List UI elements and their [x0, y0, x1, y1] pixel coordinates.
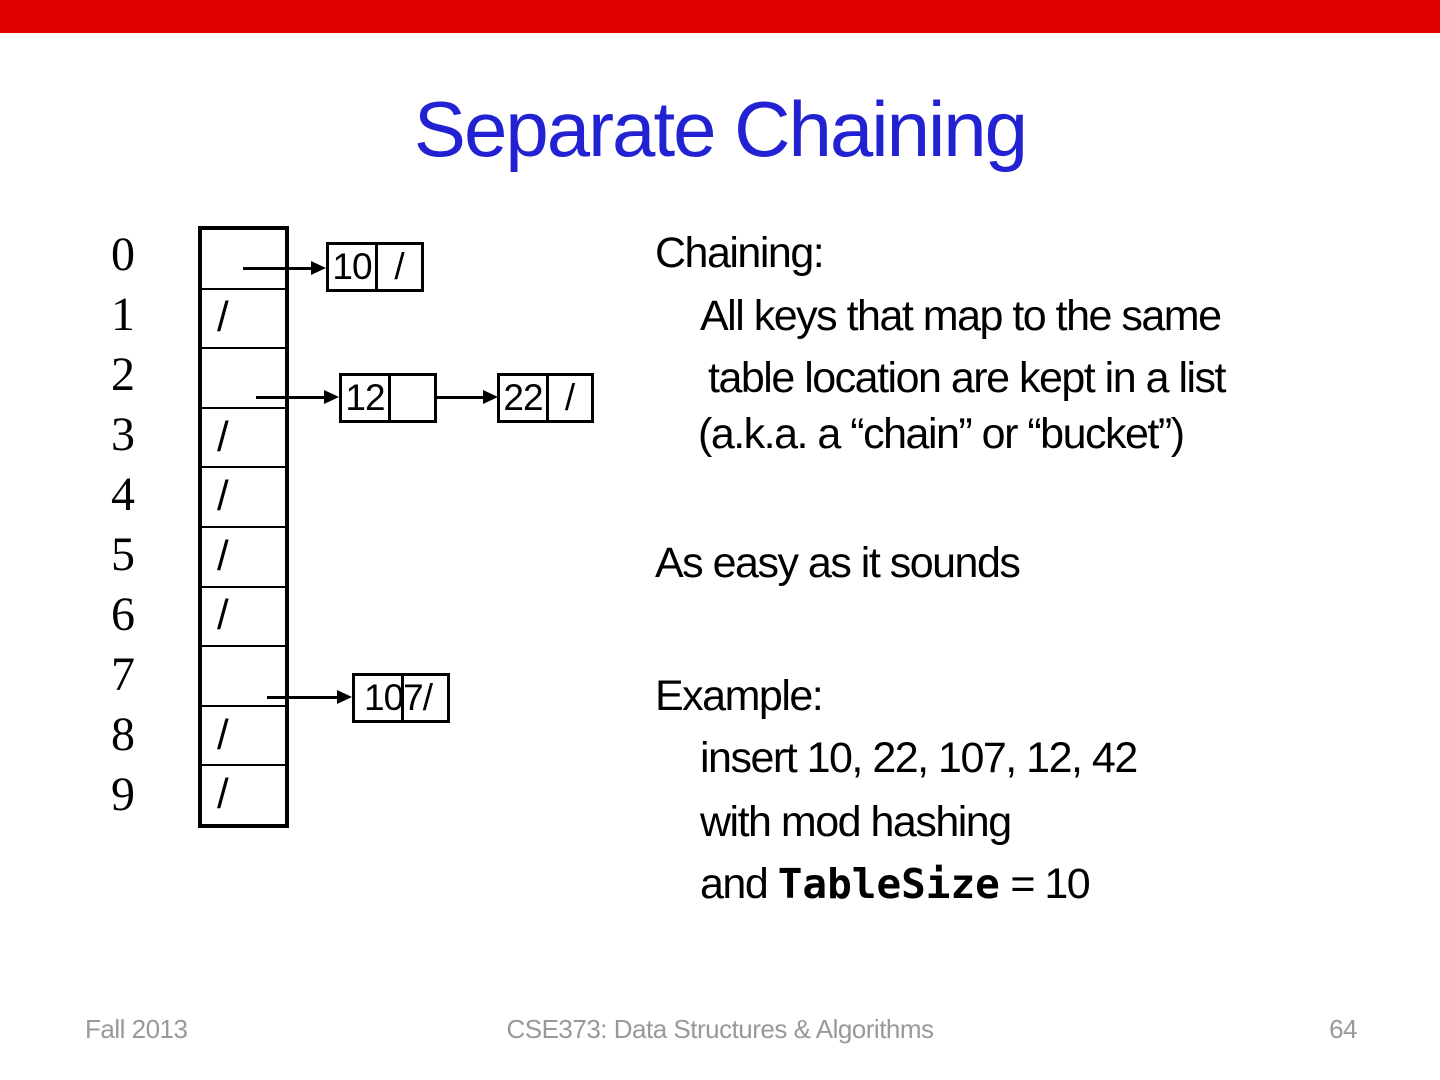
- table-slot-9: [202, 764, 285, 824]
- null-marker: /: [217, 710, 229, 758]
- table-slot-4: [202, 466, 285, 526]
- example-line-3: [700, 859, 1089, 909]
- bucket-index-7: 7: [111, 648, 135, 701]
- example-line-2: with mod hashing: [700, 798, 1011, 846]
- bucket-index-6: 6: [111, 588, 135, 641]
- table-slot-3: [202, 407, 285, 467]
- null-marker: /: [217, 412, 229, 460]
- pointer-arrow-bucket7: [267, 696, 337, 699]
- node-next-pointer: /: [375, 245, 421, 289]
- null-marker: /: [217, 531, 229, 579]
- chaining-line-1: All keys that map to the same: [700, 292, 1221, 340]
- node-value: 12: [345, 377, 385, 418]
- example-line-3-prefix: and: [700, 860, 778, 908]
- bucket-index-1: 1: [111, 288, 135, 341]
- chaining-line-3: (a.k.a. a “chain” or “bucket”): [698, 410, 1184, 458]
- node-value: 10: [332, 246, 372, 287]
- easy-line: As easy as it sounds: [655, 539, 1020, 587]
- footer: [0, 1014, 1440, 1048]
- slide-title: Separate Chaining: [413, 85, 1027, 173]
- list-node-107: [352, 673, 450, 723]
- chaining-heading: Chaining:: [655, 229, 824, 277]
- table-slot-1: [202, 288, 285, 348]
- bucket-index-2: 2: [111, 348, 135, 401]
- hash-table: [198, 226, 289, 828]
- list-node-22: [497, 373, 594, 423]
- table-slot-6: [202, 586, 285, 646]
- list-node-12: [339, 373, 437, 423]
- footer-term: Fall 2013: [85, 1014, 188, 1044]
- node-value-overlay: 107/: [364, 677, 433, 718]
- footer-course: CSE373: Data Structures & Algorithms: [506, 1014, 934, 1044]
- bucket-index-9: 9: [111, 768, 135, 821]
- bucket-index-8: 8: [111, 708, 135, 761]
- null-marker: /: [217, 591, 229, 639]
- table-slot-8: [202, 705, 285, 765]
- example-line-3-suffix: = 10: [999, 860, 1090, 908]
- bucket-index-4: 4: [111, 468, 135, 521]
- node-value: 22: [503, 377, 543, 418]
- list-node-10: [326, 242, 424, 292]
- footer-page-number: 64: [1329, 1014, 1357, 1044]
- bucket-index-0: 0: [111, 228, 135, 281]
- example-line-1: insert 10, 22, 107, 12, 42: [700, 734, 1137, 782]
- null-marker: /: [217, 293, 229, 341]
- pointer-arrow-bucket0: [243, 267, 311, 270]
- pointer-arrow-bucket2: [256, 396, 324, 399]
- table-slot-5: [202, 526, 285, 586]
- node-next-pointer: /: [546, 376, 591, 420]
- top-red-bar: [0, 0, 1440, 33]
- bucket-index-3: 3: [111, 408, 135, 461]
- chaining-line-2: table location are kept in a list: [708, 354, 1225, 402]
- table-slot-0: [202, 230, 285, 288]
- bucket-index-5: 5: [111, 528, 135, 581]
- null-marker: /: [217, 770, 229, 818]
- tablesize-code: TableSize: [777, 860, 1000, 908]
- example-heading: Example:: [655, 672, 823, 720]
- node-next-pointer: [388, 376, 434, 420]
- null-marker: /: [217, 472, 229, 520]
